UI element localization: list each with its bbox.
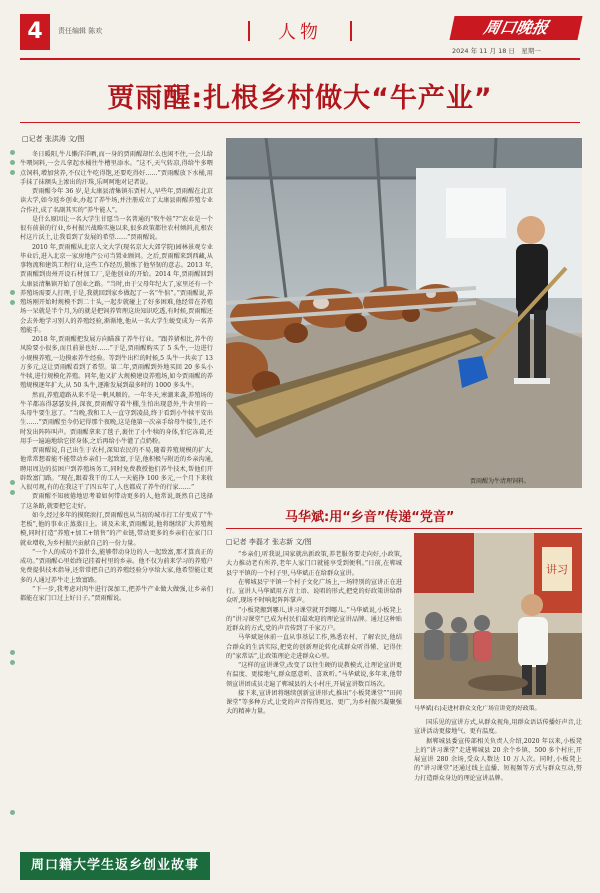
paragraph: 马华斌退休前一直从事基层工作,熟悉农村、了解农民,他结合群众的生活实际,把党的创新理论转化成群众听得懂、记得住的“家常话”,让政策理论走进群众心里。 [226,634,402,660]
cattle-barn-photo [226,138,582,488]
paragraph: 贾雨醒今年 36 岁,是太康县清集镇东贾村人,早些年,贾雨醒在北京读大学,如今返乡创业,办起了养牛场,并注册成立了太康县雨醒养殖专业合作社,成了名副其实的“养牛能人”。 [20,188,213,214]
main-byline: □记者 张洪涛 文/图 [22,135,85,143]
paragraph: “下一步,我考虑对肉牛进行深加工,把养牛产业做大做强,让乡亲们都能在家门口过上好日子。”贾雨醒说。 [20,585,213,602]
editor-credit: 责任编辑 陈欢 [58,27,103,35]
sub-headline: 马华斌:用“乡音”传递“党音” [285,510,455,525]
photo2-caption: 马华斌(右)走进村群众文化广场宣讲党的好政策。 [414,706,541,712]
paragraph: 是什么原因让一名大学生甘愿当一名普通的“牧牛娃”?“农业是一个很有前景的行业,乡村振兴战略实施以来,很多政策都往农村倾斜,扎根农村这片沃土,让我看到了发展的希望……”贾雨醒说。 [20,215,213,242]
paragraph: “小板凳搬到哪儿,讲习课堂就开到哪儿。”马华斌说,小板凳上的“讲习课堂”已成为村民们最欢迎的理论宣讲品牌。通过这种贴近群众的方式,党的声音传到了千家万户。 [226,606,402,632]
issue-date: 2024 年 11 月 18 日 星期一 [452,47,541,55]
photo1-caption: 贾雨醒为牛清理饲料。 [470,478,531,485]
main-headline: 贾雨醒:扎根乡村做大“牛产业” [107,83,493,114]
series-banner: 周口籍大学生返乡创业故事 [20,852,210,880]
paragraph: 国乐见的宣讲方式,从群众视角,用群众语话传播好声音,让宣讲活动更接地气、更有温度。 [414,719,582,736]
headline-rule [20,122,580,123]
village-lecture-photo [414,533,582,699]
paragraph: 贾雨醒不知疲倦地思考着如何带动更多的人,他常说,既然自己选择了这条路,就要把它走好。 [20,493,213,510]
paragraph: 据郸城县委宣传部相关负责人介绍,2020 年以来,小板凳上的“讲习课堂”走进郸城县 20 余个乡镇、500 多个村庄,开展宣讲 280 余场,受众人数达 10 万人次。同时,小板凳上的“讲习课堂”还通过线上直播、短视频等方式与群众互动,努力打造群众身边的理论宣讲品牌。 [414,737,582,782]
section-title: 人物 [250,18,350,44]
paragraph: “这样的宣讲课堂,改变了以往生硬的说教模式,让理论宣讲更有温度、更接地气,群众愿意听、喜欢听。”马华斌说,多年来,他带领宣讲团成员走遍了郸城县的大小村庄,开展宣讲数百场次。 [226,662,402,688]
header-rule [20,58,580,60]
paragraph: 贾雨醒说,自己出生于农村,深知农民的不易,随着养殖规模的扩大,他常常想着能不能带动乡亲们一起致富,于是,他积极与附近的乡亲沟通,聘用周边的贫困户到养殖场务工,同时免费教授他们养牛技术,帮他们开辟致富门路。“现在,跟着我干的工人一天能挣 100 多元,一个月下来收入很可观,有的在我这干了四五年了,人也都成了养牛的行家……” [20,447,213,491]
sub-byline: □记者 李磊才 张志新 文/图 [226,538,312,546]
paragraph: “一个人的成功不算什么,能够带动身边的人一起致富,那才算真正的成功。”贾雨醒心里始终记挂着村里的乡亲。他不仅为前来学习的养殖户免费提供技术指导,还常常把自己的养殖经验分享给大家,他希望能让更多的人通过养牛走上致富路。 [20,548,213,584]
sub-article-body [226,550,402,850]
page-number: 4 [20,14,50,50]
sub-article-continued [414,718,582,850]
paragraph: 2010 年,贾雨醒从北京人文大学(现名京大大郊学院)园林景观专业毕业后,进入北京一家房地产公司当置业顾问。之后,贾雨醒来到西藏,从事物流和建筑工程行业,这些工作经历,锻炼了他坚韧的意志。2013 年,贾雨醒到贵州开设石材加工厂,是他创业的开始。2014 年,贾雨醒回到太康县清集镇开始了创业之路。“当时,由于父母年纪大了,家里还有一个养殖场需要人打理,于是,我就回到家乡做起了一名“牛倌”。”贾雨醒说,养殖场刚开始时规模不到二十头,一起步就碰上了好多困难,他经常在养殖场一呆就是半个月,为的就是把饲养管理这块知识吃透,有时候,贾雨醒还会去外地学习别人的养殖经验,渐渐地,他从一名大学生蜕变成为一名养殖能手。 [20,243,213,334]
paragraph: 冬日暖阳,牛儿懒洋洋晒,而一身的贾雨醒却忙么也闲不住,一会儿给牛喂饲料,一会儿拿起水桶往牛槽里添水。“这不,天气转凉,得给牛多喂点饲料,增加营养,不仅让牛吃得饱,还要吃得好……”贾雨醒放下水桶,用手抹了抹额头上渗出的汗珠,乐呵呵地对记者说。 [20,151,213,186]
paragraph: 接下来,宣讲团将继续创新宣讲形式,推出“小板凳课堂”“田间课堂”等多种方式,让党的声音传得更远、更广,为乡村振兴凝聚强大的精神力量。 [226,689,402,716]
paragraph: 然而,养殖道路从来不是一帆风顺的。一年冬天,寒潮来袭,养殖场的牛羊都冻得瑟瑟发抖,深夜,贾雨醒守着牛棚,生怕出现意外,牛舍里的一头母牛要生崽了。“当晚,我和工人一直守到凌晨,终于看到小牛犊平安出生……”贾雨醒至今仍记得那个夜晚,这是他第一次亲手给母牛接生,还不时发出阵阵叫声。贾雨醒拿来了毯子,裹住了小牛犊的身体,怕它冻着,还用手一遍遍地给它搓身体,之后再给小牛灌了点奶粉。 [20,391,213,445]
paragraph: 如今,经过多年的摸爬滚打,贾雨醒也从当初的城市打工仔变成了“牛老板”,他的事业正蒸蒸日上。谈及未来,贾雨醒说,他将继续扩大养殖规模,同时打造“养殖+加工+销售”的产业链,带动更多的乡亲们在家门口就业增收,为乡村振兴贡献自己的一份力量。 [20,511,213,547]
newspaper-masthead: 周口晚报 [449,16,582,40]
paragraph: “乡亲们,听我说,国家就出新政策,养老服务要走向好,小政策,大力推动老有所养,老年人家门口就能享受到便利。”日前,在郸城县宁平镇的一个村子里,马华斌正在给群众宣讲。 [226,551,402,577]
paragraph: 2018 年,贾雨醒把发展方向瞄准了养牛行业。“跟养猪相比,养牛的风险要小很多,而且前景也好……”于是,贾雨醒购买了 5 头牛,一边进行小规模养殖,一边摸索养牛经验。等到牛出栏的时候,5 头牛一共卖了 13 万多元,这让贾雨醒看到了希望。第二年,贾雨醒到外地买回 20 多头小牛犊,进行规模化养殖。同年,他又扩大规模建设养殖场,如今贾雨醒的养殖规模逐年扩大,从 50 头牛,逐渐发展到最多时的 1000 多头牛。 [20,336,213,390]
paragraph: 在郸城县宁平镇一个村子文化广场上,一场特别的宣讲正在进行。宣讲人马华斌用方言土语、说唱的形式,把党的好政策讲给群众听,现场不时响起阵阵掌声。 [226,578,402,605]
lecture-sign-text: 讲习 [546,563,568,576]
decorative-margin-dots [10,150,16,850]
subhead-rule [226,528,582,529]
main-article-body [20,150,213,848]
